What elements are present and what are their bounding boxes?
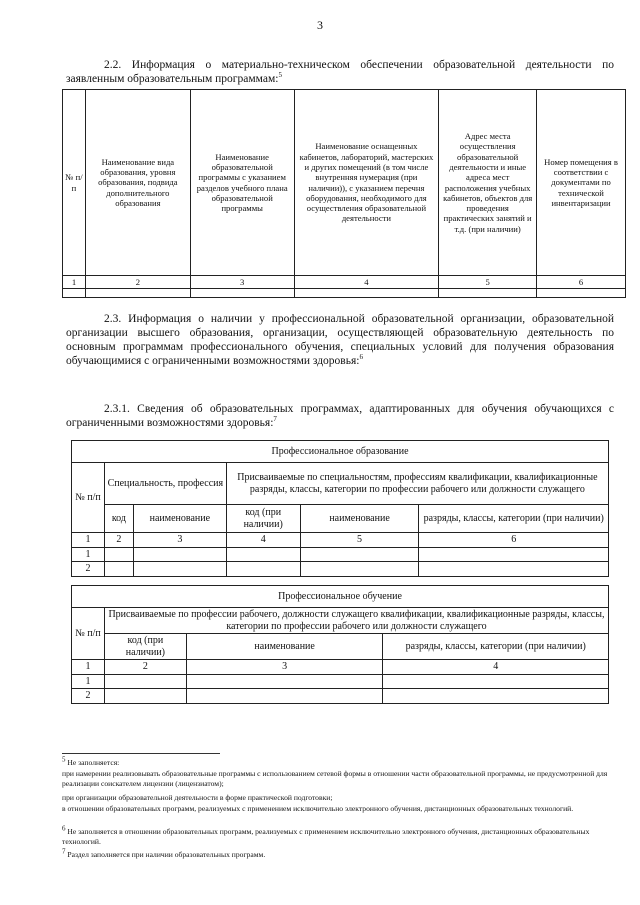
footnote-5-item-c: в отношении образовательных программ, реализуемых с применением исключительно электронного обучения, дистанционных образовательных технологий. [62, 804, 574, 813]
footnote-mark-5: 5 [62, 755, 66, 764]
header-program-name: Наименование образовательной программы с указанием разделов учебного плана образовательной программы [190, 90, 294, 276]
col-number: 6 [419, 533, 609, 548]
header-ranks: разряды, классы, категории (при наличии) [419, 505, 609, 533]
prof-training-table [71, 585, 609, 704]
empty-cell [300, 547, 419, 562]
footnote-mark-6: 6 [62, 824, 66, 833]
footnote-5-item-a: при намерении реализовывать образовательные программы с использованием сетевой формы в отношении части образовательной программы, не предусмотренной для реализации соискателем лицензии (лицензиатом); [62, 769, 608, 789]
page-number: 3 [317, 18, 323, 32]
empty-cell [383, 674, 609, 689]
empty-cell [383, 689, 609, 704]
empty-cell [63, 289, 86, 298]
section-2-2-intro [66, 58, 614, 86]
table-title: Профессиональное обучение [72, 586, 609, 608]
header-num: № п/п [72, 608, 105, 660]
table-row [72, 674, 609, 689]
col-number: 3 [190, 276, 294, 289]
footnote-6-text: Не заполняется в отношении образовательных программ, реализуемых с применением исключительно электронного обучения, дистанционных образовательных технологий. [62, 827, 590, 847]
empty-cell [419, 547, 609, 562]
section-2-3-1 [66, 402, 614, 430]
section-2-3-1-text: 2.3.1. Сведения об образовательных программах, адаптированных для обучения обучающихся с ограниченными возможностями здоровья: [66, 403, 614, 429]
header-room-number: Номер помещения в соответствии с документами по технической инвентаризации [537, 90, 626, 276]
footnote-7 [62, 847, 612, 860]
empty-cell [537, 289, 626, 298]
footnote-5-item-b: при организации образовательной деятельности в форме практической подготовки; [62, 793, 333, 802]
col-number: 3 [133, 533, 226, 548]
col-number: 2 [104, 533, 133, 548]
header-name: наименование [186, 634, 383, 660]
footnote-ref-6: 6 [359, 353, 363, 362]
col-number: 3 [186, 660, 383, 675]
col-number: 1 [72, 660, 105, 675]
material-support-table [62, 89, 626, 298]
row-number: 1 [72, 547, 105, 562]
col-number: 5 [300, 533, 419, 548]
header-assigned-qualifications: Присваиваемые по профессии рабочего, должности служащего квалификации, квалификационные разряды, классы, категории по профессии рабочего или должности служащего [104, 608, 608, 634]
header-code-optional: код (при наличии) [226, 505, 300, 533]
footnote-7-text: Раздел заполняется при наличии образовательных программ. [67, 850, 266, 859]
section-2-3 [66, 312, 614, 368]
table-row [72, 689, 609, 704]
row-number: 2 [72, 689, 105, 704]
col-number: 2 [85, 276, 190, 289]
header-num: № п/п [63, 90, 86, 276]
header-rooms: Наименование оснащенных кабинетов, лабораторий, мастерских и других помещений (в том числе внутренняя нумерация (при наличии)), с указанием перечня оборудования, необходимого для осуществления образовательной деятельности [294, 90, 439, 276]
footnote-mark-7: 7 [62, 847, 66, 856]
empty-cell [190, 289, 294, 298]
empty-cell [186, 689, 383, 704]
footnote-ref-7: 7 [273, 415, 277, 424]
col-number: 4 [226, 533, 300, 548]
col-number: 2 [104, 660, 186, 675]
empty-cell [133, 547, 226, 562]
footnote-5-title: Не заполняется: [67, 758, 120, 767]
table-row [72, 547, 609, 562]
empty-cell [186, 674, 383, 689]
table-row [72, 562, 609, 577]
header-address: Адрес места осуществления образовательной деятельности и иные адреса мест расположения учебных кабинетов, объектов для проведения практических занятий и т.д. (при наличии) [439, 90, 537, 276]
header-name: наименование [133, 505, 226, 533]
row-number: 2 [72, 562, 105, 577]
empty-cell [85, 289, 190, 298]
header-code-optional: код (при наличии) [104, 634, 186, 660]
empty-cell [104, 562, 133, 577]
header-education-type: Наименование вида образования, уровня образования, подвида дополнительного образования [85, 90, 190, 276]
col-number: 6 [537, 276, 626, 289]
footnote-6 [62, 824, 612, 848]
col-number: 4 [383, 660, 609, 675]
empty-cell [104, 689, 186, 704]
empty-cell [419, 562, 609, 577]
row-number: 1 [72, 674, 105, 689]
header-assigned-qualifications: Присваиваемые по специальностям, профессиям квалификации, квалификационные разряды, классы, категории по профессии рабочего или должности служащего [226, 463, 608, 505]
header-num: № п/п [72, 463, 105, 533]
footnote-5 [62, 755, 612, 768]
header-specialty: Специальность, профессия [104, 463, 226, 505]
empty-cell [133, 562, 226, 577]
section-2-3-text: 2.3. Информация о наличии у профессиональной образовательной организации, образовательной организации высшего образования, организации, осуществляющей образовательную деятельность по основным программам профессионального обучения, специальных условий для получения образования обучающимися с ограниченными возможностями здоровья: [66, 313, 614, 367]
empty-cell [104, 547, 133, 562]
prof-education-table [71, 440, 609, 577]
col-number: 4 [294, 276, 439, 289]
header-code: код [104, 505, 133, 533]
empty-cell [104, 674, 186, 689]
header-ranks: разряды, классы, категории (при наличии) [383, 634, 609, 660]
empty-cell [226, 562, 300, 577]
empty-cell [294, 289, 439, 298]
footnote-ref-5: 5 [278, 71, 282, 80]
empty-cell [439, 289, 537, 298]
header-name: наименование [300, 505, 419, 533]
table-title: Профессиональное образование [72, 441, 609, 463]
col-number: 5 [439, 276, 537, 289]
col-number: 1 [72, 533, 105, 548]
section-2-2-text: 2.2. Информация о материально-техническом обеспечении образовательной деятельности по заявленным образовательным программам: [66, 59, 614, 85]
empty-cell [300, 562, 419, 577]
footnote-divider [62, 753, 220, 754]
col-number: 1 [63, 276, 86, 289]
empty-cell [226, 547, 300, 562]
